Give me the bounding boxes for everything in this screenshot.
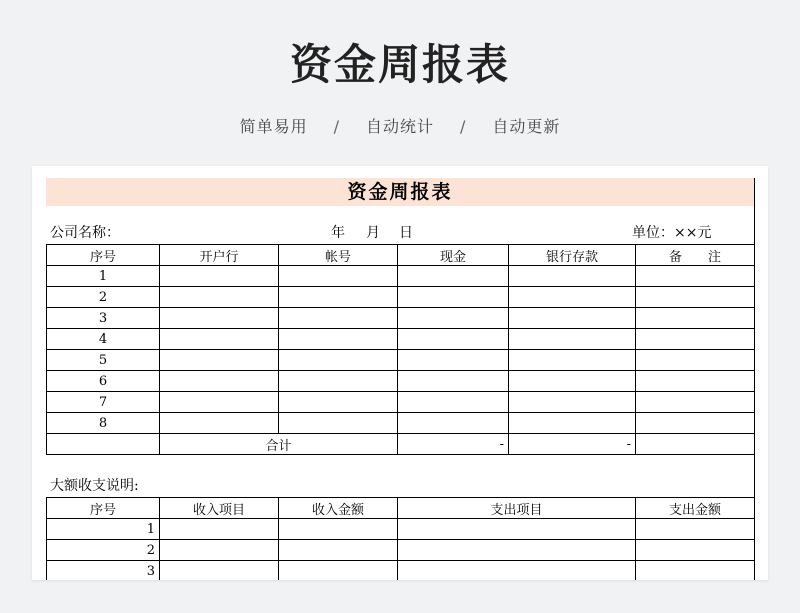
table-cell[interactable] — [47, 434, 160, 455]
table-cell[interactable] — [636, 350, 755, 371]
table-cell[interactable] — [636, 434, 755, 455]
spreadsheet-preview — [32, 166, 768, 580]
sheet-title: 资金周报表 — [46, 178, 754, 206]
table-cell[interactable] — [160, 266, 279, 287]
notes-table — [46, 497, 755, 580]
table-row — [47, 413, 755, 434]
company-name-label: 公司名称： — [50, 225, 120, 241]
page-title: 资金周报表 — [289, 40, 510, 89]
table-cell[interactable] — [279, 266, 398, 287]
table-cell[interactable] — [636, 540, 755, 561]
table-cell[interactable] — [636, 371, 755, 392]
table-cell[interactable] — [398, 540, 636, 561]
row-index: 1 — [47, 519, 160, 540]
sheet — [46, 178, 754, 580]
column-header: 序号 — [47, 498, 160, 519]
table-cell[interactable] — [398, 519, 636, 540]
sheet-info-row — [46, 206, 754, 244]
table-row — [47, 308, 755, 329]
row-index: 4 — [47, 329, 160, 350]
table-row — [47, 561, 755, 581]
table-row — [47, 392, 755, 413]
table-cell[interactable] — [509, 329, 636, 350]
table-cell[interactable] — [279, 561, 398, 581]
table-cell[interactable] — [160, 371, 279, 392]
table-cell[interactable] — [636, 392, 755, 413]
table-cell[interactable] — [279, 371, 398, 392]
table-cell[interactable] — [398, 266, 509, 287]
table-cell[interactable] — [509, 392, 636, 413]
table-header-row — [47, 245, 755, 266]
row-index: 2 — [47, 287, 160, 308]
table-cell[interactable] — [160, 329, 279, 350]
table-cell[interactable] — [509, 266, 636, 287]
tagline-item: 自动统计 — [365, 117, 434, 136]
table-cell[interactable] — [398, 392, 509, 413]
date-day-label: 日 — [399, 225, 413, 241]
table-cell[interactable] — [398, 308, 509, 329]
table-cell[interactable] — [398, 561, 636, 581]
table-header-row — [47, 498, 755, 519]
row-index: 3 — [47, 308, 160, 329]
fund-table — [46, 244, 755, 455]
column-header: 支出项目 — [398, 498, 636, 519]
table-row — [47, 266, 755, 287]
table-cell[interactable] — [398, 413, 509, 434]
total-cash: - — [398, 434, 509, 455]
table-cell[interactable] — [279, 519, 398, 540]
date-month-label: 月 — [366, 225, 380, 241]
table-cell[interactable] — [160, 392, 279, 413]
column-header: 开户行 — [160, 245, 279, 266]
column-header: 备 注 — [636, 245, 755, 266]
column-header: 收入金额 — [279, 498, 398, 519]
table-row — [47, 371, 755, 392]
table-cell[interactable] — [636, 287, 755, 308]
table-cell[interactable] — [279, 329, 398, 350]
column-header: 收入项目 — [160, 498, 279, 519]
table-cell[interactable] — [279, 287, 398, 308]
tagline-item: 简单易用 — [239, 117, 308, 136]
table-row — [47, 519, 755, 540]
date-year-label: 年 — [331, 225, 345, 241]
table-cell[interactable] — [160, 287, 279, 308]
table-cell[interactable] — [509, 413, 636, 434]
table-cell[interactable] — [279, 308, 398, 329]
row-index: 1 — [47, 266, 160, 287]
table-cell[interactable] — [636, 413, 755, 434]
table-cell[interactable] — [509, 371, 636, 392]
table-cell[interactable] — [636, 329, 755, 350]
column-header: 现金 — [398, 245, 509, 266]
table-cell[interactable] — [509, 308, 636, 329]
unit-label: 单位：××元 — [632, 225, 712, 241]
table-row — [47, 350, 755, 371]
table-cell[interactable] — [279, 392, 398, 413]
sheet-right-border — [754, 178, 755, 580]
row-index: 6 — [47, 371, 160, 392]
row-index: 5 — [47, 350, 160, 371]
row-index: 8 — [47, 413, 160, 434]
table-cell[interactable] — [509, 287, 636, 308]
table-cell[interactable] — [398, 350, 509, 371]
table-cell[interactable] — [160, 308, 279, 329]
total-bank: - — [509, 434, 636, 455]
tagline-item: 自动更新 — [492, 117, 561, 136]
table-cell[interactable] — [160, 561, 279, 581]
table-row — [47, 287, 755, 308]
row-index: 3 — [47, 561, 160, 581]
total-label: 合计 — [160, 434, 398, 455]
table-cell[interactable] — [509, 350, 636, 371]
table-cell[interactable] — [636, 561, 755, 581]
table-cell[interactable] — [279, 540, 398, 561]
table-cell[interactable] — [398, 287, 509, 308]
table-cell[interactable] — [160, 540, 279, 561]
notes-label: 大额收支说明: — [50, 478, 139, 494]
table-cell[interactable] — [160, 350, 279, 371]
table-row — [47, 540, 755, 561]
column-header: 帐号 — [279, 245, 398, 266]
tagline-separator: / — [333, 117, 340, 136]
table-cell[interactable] — [398, 329, 509, 350]
column-header: 支出金额 — [636, 498, 755, 519]
table-cell[interactable] — [160, 413, 279, 434]
table-cell[interactable] — [636, 519, 755, 540]
column-header: 序号 — [47, 245, 160, 266]
total-row — [47, 434, 755, 455]
table-cell[interactable] — [636, 308, 755, 329]
column-header: 银行存款 — [509, 245, 636, 266]
table-cell[interactable] — [279, 413, 398, 434]
table-cell[interactable] — [636, 266, 755, 287]
row-index: 7 — [47, 392, 160, 413]
tagline-separator: / — [460, 117, 467, 136]
table-cell[interactable] — [279, 350, 398, 371]
table-row — [47, 329, 755, 350]
notes-section-label-row — [46, 455, 754, 497]
tagline — [0, 114, 800, 137]
table-cell[interactable] — [160, 519, 279, 540]
table-cell[interactable] — [398, 371, 509, 392]
row-index: 2 — [47, 540, 160, 561]
